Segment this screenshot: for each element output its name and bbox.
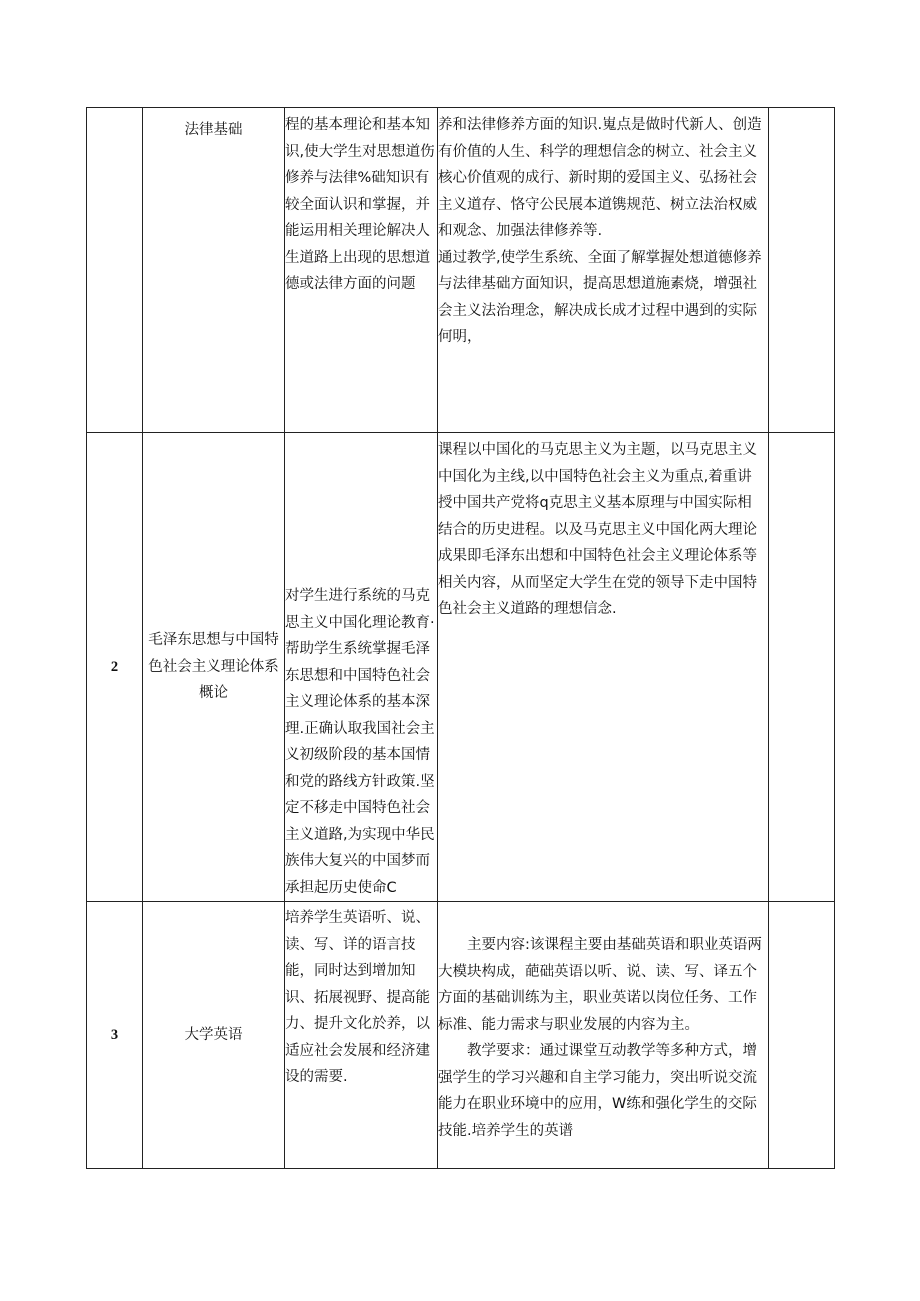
course-goal: 程的基本理论和基本知识,使大学生对思想道伤修养与法律%础知识有较全面认识和掌握，并能运用相关理论解决人生道路上出现的思想道德或法律方面的问题	[285, 117, 435, 292]
row-number: 3	[110, 1026, 119, 1043]
course-content-cell	[438, 902, 769, 1169]
table-row	[87, 433, 835, 902]
curriculum-table	[86, 107, 835, 1169]
course-content-paragraph: 教学要求：通过课堂互动教学等多种方式，增强学生的学习兴趣和自主学习能力，突出听说交流能力在职业环境中的应用，W练和强化学生的交际技能.培养学生的英谱	[438, 1043, 757, 1139]
course-content-paragraph: 通过教学,使学生系统、全面了解掌握处想道德修养与法律基础方面知识，提高思想道施素烧，增强社会主义法治理念，解决成长成才过程中遇到的实际何明，	[438, 249, 762, 345]
row-number-cell	[87, 433, 143, 902]
course-name: 大学英语	[184, 1026, 243, 1043]
course-name-cell	[143, 902, 285, 1169]
table-row	[87, 902, 835, 1169]
row-number-cell	[87, 902, 143, 1169]
remark-cell	[769, 108, 835, 433]
course-name-cell	[143, 433, 285, 902]
course-content-paragraph: 课程以中国化的马克思主义为主题，以马克思主义中国化为主线,以中国特色社会主义为重点,着重讲授中国共产党将q克思主义基本原理与中国实际相结合的历史进程。以及马克思主义中国化两大理论成果即毛泽东出想和中国特色社会主义理论体系等相关内容，从而坚定大学生在党的领导下走中国特色社会主义道路的理想信念.	[438, 442, 757, 617]
course-content-cell	[438, 433, 769, 902]
course-goal-cell	[285, 902, 438, 1169]
course-goal: 对学生进行系统的马克思主义中国化理论教育·帮助学生系统掌握毛泽东思想和中国特色社会主义理论体系的基本深理.正确认取我国社会主义初级阶段的基本国情和党的路线方针政策.坚定不移走中国特色社会主义道路,为实现中华民族伟大复兴的中国梦而承担起历史使命C	[285, 588, 435, 896]
row-number-cell	[87, 108, 143, 433]
course-goal-cell	[285, 108, 438, 433]
course-name: 法律基础	[184, 122, 243, 138]
course-goal: 培养学生英语听、说、读、写、详的语言技能，同时达到增加知识、拓展视野、提高能力、提升文化於养，以适应社会发展和经济建设的需要.	[285, 910, 430, 1085]
remark-cell	[769, 902, 835, 1169]
course-content-paragraph: 主要内容:该课程主要由基础英语和职业英语两大模块构成，葩础英语以听、说、读、写、译五个方面的基础训练为主，职业英诺以岗位任务、工作标准、能力需求与职业发展的内容为主。	[438, 937, 762, 1033]
row-number: 2	[110, 658, 119, 675]
course-name: 毛泽东思想与中国特色社会主义理论体系概论	[148, 632, 279, 702]
course-goal-cell	[285, 433, 438, 902]
course-content-paragraph: 养和法律修养方面的知识.嵬点是做时代新人、创造有价值的人生、科学的理想信念的树立、社会主义核心价值观的成行、新时期的爱国主义、弘扬社会主义道存、恪守公民展本道镌规范、树立法治权威和观念、加强法律修养等.	[438, 117, 762, 239]
course-content-cell	[438, 108, 769, 433]
table-row	[87, 108, 835, 433]
remark-cell	[769, 433, 835, 902]
course-name-cell	[143, 108, 285, 433]
